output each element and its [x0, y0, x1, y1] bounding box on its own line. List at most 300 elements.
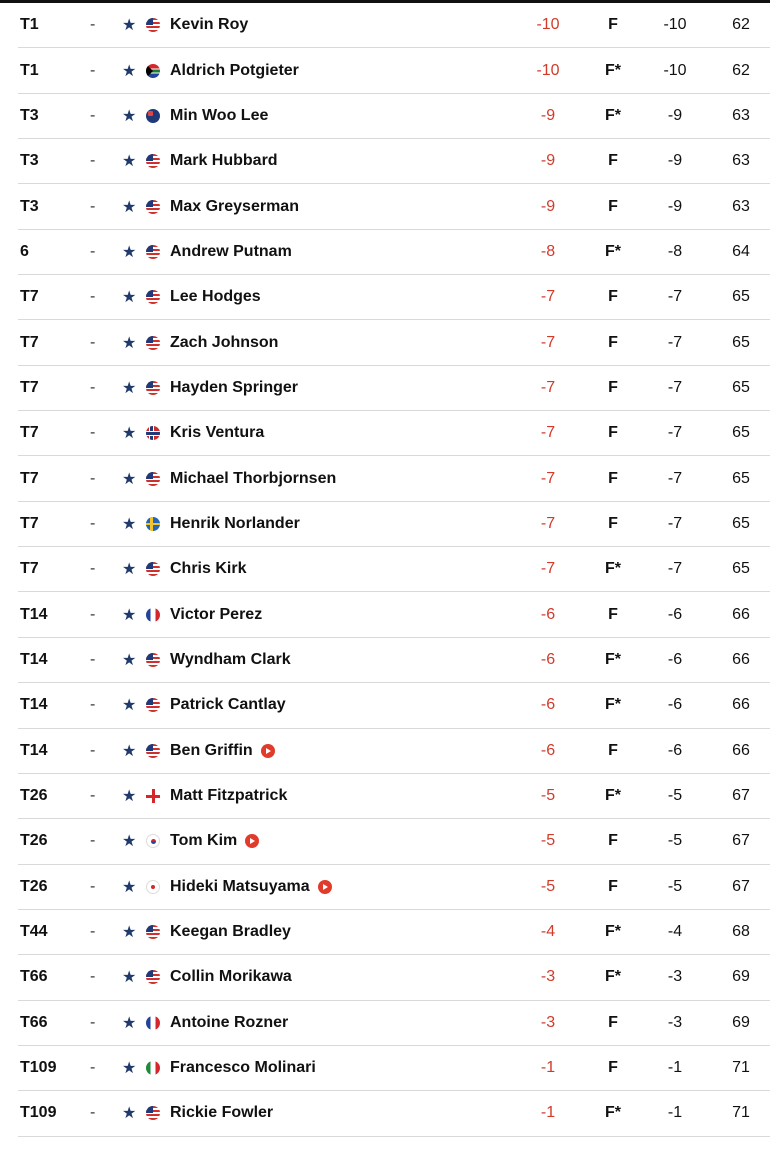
round-strokes: 65 — [732, 378, 750, 396]
position-movement: - — [90, 378, 96, 396]
round-strokes: 66 — [732, 696, 750, 714]
player-name[interactable] — [170, 683, 470, 727]
flag-us-icon — [146, 245, 160, 259]
player-name[interactable] — [170, 456, 470, 500]
player-name-text: Lee Hodges — [170, 288, 261, 306]
position: T7 — [20, 469, 39, 487]
flag-us-icon — [146, 925, 160, 939]
position: T26 — [20, 832, 48, 850]
position: T14 — [20, 741, 48, 759]
star-icon[interactable]: ★ — [122, 924, 137, 942]
position: T14 — [20, 650, 48, 668]
leaderboard-row[interactable] — [18, 729, 770, 774]
position: T109 — [20, 1059, 57, 1077]
star-icon[interactable]: ★ — [122, 379, 137, 397]
player-name[interactable] — [170, 502, 470, 546]
today-score: -7 — [667, 560, 683, 578]
flag-en-icon — [146, 789, 160, 803]
leaderboard-row[interactable] — [18, 955, 770, 1000]
star-icon[interactable]: ★ — [122, 833, 137, 851]
score-to-par: -5 — [540, 832, 556, 850]
position-movement: - — [90, 469, 96, 487]
thru: F — [608, 514, 618, 532]
star-icon[interactable]: ★ — [122, 1105, 137, 1123]
flag-us-icon — [146, 336, 160, 350]
score-to-par: -3 — [540, 1013, 556, 1031]
player-name-text: Kevin Roy — [170, 16, 249, 34]
position-movement: - — [90, 152, 96, 170]
thru: F — [608, 424, 618, 442]
position: T44 — [20, 923, 48, 941]
round-strokes: 66 — [732, 741, 750, 759]
position-movement: - — [90, 16, 96, 34]
flag-us-icon — [146, 970, 160, 984]
star-icon[interactable]: ★ — [122, 561, 137, 579]
flag-icon — [146, 502, 162, 546]
position: T66 — [20, 968, 48, 986]
player-name[interactable] — [170, 184, 470, 228]
leaderboard-row[interactable] — [18, 638, 770, 683]
round-strokes: 64 — [732, 242, 750, 260]
thru: F — [608, 832, 618, 850]
player-name[interactable] — [170, 819, 470, 863]
player-name-text: Rickie Fowler — [170, 1104, 274, 1122]
position: T109 — [20, 1104, 57, 1122]
player-name[interactable] — [170, 1001, 470, 1045]
position: T26 — [20, 787, 48, 805]
flag-icon — [146, 230, 162, 274]
player-name-text: Mark Hubbard — [170, 152, 278, 170]
leaderboard — [0, 3, 770, 1137]
flag-icon — [146, 94, 162, 138]
star-icon[interactable]: ★ — [122, 107, 137, 125]
round-strokes: 67 — [732, 787, 750, 805]
flag-icon — [146, 1091, 162, 1135]
position-movement: - — [90, 61, 96, 79]
round-strokes: 62 — [732, 61, 750, 79]
player-name-text: Francesco Molinari — [170, 1059, 316, 1077]
player-name-text: Antoine Rozner — [170, 1013, 289, 1031]
today-score: -9 — [667, 197, 683, 215]
thru: F — [608, 605, 618, 623]
position-movement: - — [90, 514, 96, 532]
player-name[interactable] — [170, 320, 470, 364]
position-movement: - — [90, 1059, 96, 1077]
play-video-icon[interactable] — [318, 880, 332, 894]
star-icon[interactable]: ★ — [122, 334, 137, 352]
today-score: -10 — [663, 16, 687, 34]
star-icon[interactable]: ★ — [122, 1014, 137, 1032]
star-icon[interactable]: ★ — [122, 742, 137, 760]
score-to-par: -10 — [536, 16, 560, 34]
position-movement: - — [90, 560, 96, 578]
flag-icon — [146, 139, 162, 183]
thru: F* — [605, 560, 621, 578]
round-strokes: 63 — [732, 152, 750, 170]
score-to-par: -1 — [540, 1104, 556, 1122]
leaderboard-row[interactable] — [18, 48, 770, 93]
thru: F — [608, 152, 618, 170]
star-icon[interactable]: ★ — [122, 198, 137, 216]
star-icon[interactable]: ★ — [122, 788, 137, 806]
score-to-par: -4 — [540, 923, 556, 941]
round-strokes: 71 — [732, 1059, 750, 1077]
score-to-par: -6 — [540, 741, 556, 759]
thru: F* — [605, 696, 621, 714]
star-icon[interactable]: ★ — [122, 878, 137, 896]
player-name-text: Min Woo Lee — [170, 106, 269, 124]
flag-us-icon — [146, 381, 160, 395]
flag-icon — [146, 1001, 162, 1045]
score-to-par: -7 — [540, 469, 556, 487]
round-strokes: 68 — [732, 923, 750, 941]
score-to-par: -9 — [540, 152, 556, 170]
round-strokes: 67 — [732, 832, 750, 850]
score-to-par: -10 — [536, 61, 560, 79]
flag-jp-icon — [146, 880, 160, 894]
today-score: -7 — [667, 333, 683, 351]
star-icon[interactable]: ★ — [122, 1060, 137, 1078]
player-name-text: Tom Kim — [170, 832, 238, 850]
today-score: -6 — [667, 605, 683, 623]
leaderboard-row[interactable] — [18, 502, 770, 547]
score-to-par: -9 — [540, 106, 556, 124]
player-name-text: Zach Johnson — [170, 333, 279, 351]
thru: F* — [605, 242, 621, 260]
today-score: -7 — [667, 514, 683, 532]
today-score: -6 — [667, 696, 683, 714]
flag-us-icon — [146, 154, 160, 168]
position-movement: - — [90, 741, 96, 759]
player-name-text: Keegan Bradley — [170, 923, 291, 941]
thru: F* — [605, 650, 621, 668]
thru: F* — [605, 923, 621, 941]
player-name-text: Henrik Norlander — [170, 514, 300, 532]
leaderboard-row[interactable] — [18, 592, 770, 637]
player-name[interactable] — [170, 48, 470, 92]
position-movement: - — [90, 877, 96, 895]
thru: F — [608, 469, 618, 487]
flag-us-icon — [146, 653, 160, 667]
position: T7 — [20, 288, 39, 306]
score-to-par: -5 — [540, 877, 556, 895]
today-score: -1 — [667, 1104, 683, 1122]
flag-icon — [146, 275, 162, 319]
leaderboard-row[interactable] — [18, 275, 770, 320]
thru: F — [608, 288, 618, 306]
thru: F — [608, 741, 618, 759]
player-name[interactable] — [170, 1046, 470, 1090]
star-icon[interactable]: ★ — [122, 515, 137, 533]
flag-us-icon — [146, 472, 160, 486]
player-name-text: Hayden Springer — [170, 378, 299, 396]
flag-no-icon — [146, 426, 160, 440]
leaderboard-row[interactable] — [18, 910, 770, 955]
flag-us-icon — [146, 200, 160, 214]
score-to-par: -6 — [540, 650, 556, 668]
flag-kr-icon — [146, 834, 160, 848]
position-movement: - — [90, 650, 96, 668]
today-score: -7 — [667, 288, 683, 306]
player-name[interactable] — [170, 774, 470, 818]
flag-icon — [146, 411, 162, 455]
star-icon[interactable]: ★ — [122, 651, 137, 669]
position: T1 — [20, 16, 39, 34]
flag-icon — [146, 955, 162, 999]
star-icon[interactable]: ★ — [122, 969, 137, 987]
flag-icon — [146, 320, 162, 364]
flag-fr-icon — [146, 608, 160, 622]
today-score: -3 — [667, 1013, 683, 1031]
player-name[interactable] — [170, 638, 470, 682]
round-strokes: 65 — [732, 514, 750, 532]
round-strokes: 65 — [732, 424, 750, 442]
score-to-par: -8 — [540, 242, 556, 260]
score-to-par: -7 — [540, 333, 556, 351]
leaderboard-row[interactable] — [18, 774, 770, 819]
thru: F — [608, 197, 618, 215]
thru: F — [608, 16, 618, 34]
star-icon[interactable]: ★ — [122, 697, 137, 715]
player-name[interactable] — [170, 366, 470, 410]
today-score: -9 — [667, 106, 683, 124]
today-score: -8 — [667, 242, 683, 260]
flag-us-icon — [146, 562, 160, 576]
leaderboard-row[interactable] — [18, 230, 770, 275]
flag-za-icon — [146, 64, 160, 78]
star-icon[interactable]: ★ — [122, 17, 137, 35]
position: T7 — [20, 424, 39, 442]
round-strokes: 69 — [732, 968, 750, 986]
today-score: -5 — [667, 877, 683, 895]
player-name-text: Ben Griffin — [170, 741, 253, 759]
player-name[interactable] — [170, 411, 470, 455]
player-name-text: Aldrich Potgieter — [170, 61, 299, 79]
play-video-icon[interactable] — [261, 744, 275, 758]
today-score: -7 — [667, 424, 683, 442]
position-movement: - — [90, 197, 96, 215]
flag-icon — [146, 638, 162, 682]
thru: F* — [605, 106, 621, 124]
flag-us-icon — [146, 1106, 160, 1120]
star-icon[interactable]: ★ — [122, 289, 137, 307]
round-strokes: 71 — [732, 1104, 750, 1122]
player-name[interactable] — [170, 910, 470, 954]
player-name[interactable] — [170, 3, 470, 47]
today-score: -6 — [667, 741, 683, 759]
today-score: -5 — [667, 832, 683, 850]
player-name[interactable] — [170, 592, 470, 636]
player-name[interactable] — [170, 94, 470, 138]
round-strokes: 65 — [732, 469, 750, 487]
thru: F — [608, 1059, 618, 1077]
position: T3 — [20, 152, 39, 170]
position-movement: - — [90, 106, 96, 124]
flag-us-icon — [146, 18, 160, 32]
thru: F* — [605, 1104, 621, 1122]
player-name[interactable] — [170, 230, 470, 274]
score-to-par: -7 — [540, 514, 556, 532]
player-name-text: Matt Fitzpatrick — [170, 787, 288, 805]
flag-icon — [146, 683, 162, 727]
position-movement: - — [90, 242, 96, 260]
star-icon[interactable]: ★ — [122, 470, 137, 488]
thru: F* — [605, 787, 621, 805]
position: T14 — [20, 605, 48, 623]
position: T7 — [20, 560, 39, 578]
flag-se-icon — [146, 517, 160, 531]
round-strokes: 62 — [732, 16, 750, 34]
position: T7 — [20, 378, 39, 396]
player-name-text: Kris Ventura — [170, 424, 265, 442]
thru: F — [608, 333, 618, 351]
player-name[interactable] — [170, 865, 470, 909]
score-to-par: -1 — [540, 1059, 556, 1077]
player-name-text: Max Greyserman — [170, 197, 299, 215]
leaderboard-row[interactable] — [18, 320, 770, 365]
position: T1 — [20, 61, 39, 79]
leaderboard-row[interactable] — [18, 1046, 770, 1091]
leaderboard-row[interactable] — [18, 865, 770, 910]
position-movement: - — [90, 424, 96, 442]
position-movement: - — [90, 923, 96, 941]
play-video-icon[interactable] — [245, 834, 259, 848]
star-icon[interactable]: ★ — [122, 153, 137, 171]
player-name[interactable] — [170, 1091, 470, 1135]
player-name[interactable] — [170, 729, 470, 773]
position-movement: - — [90, 1013, 96, 1031]
leaderboard-row[interactable] — [18, 184, 770, 229]
star-icon[interactable]: ★ — [122, 606, 137, 624]
position-movement: - — [90, 696, 96, 714]
position-movement: - — [90, 968, 96, 986]
thru: F — [608, 1013, 618, 1031]
round-strokes: 65 — [732, 288, 750, 306]
leaderboard-row[interactable] — [18, 547, 770, 592]
flag-us-icon — [146, 698, 160, 712]
flag-icon — [146, 366, 162, 410]
today-score: -7 — [667, 469, 683, 487]
today-score: -10 — [663, 61, 687, 79]
today-score: -1 — [667, 1059, 683, 1077]
score-to-par: -3 — [540, 968, 556, 986]
leaderboard-row[interactable] — [18, 411, 770, 456]
leaderboard-row[interactable] — [18, 139, 770, 184]
today-score: -7 — [667, 378, 683, 396]
today-score: -3 — [667, 968, 683, 986]
score-to-par: -7 — [540, 378, 556, 396]
today-score: -4 — [667, 923, 683, 941]
flag-us-icon — [146, 290, 160, 304]
thru: F* — [605, 61, 621, 79]
round-strokes: 66 — [732, 605, 750, 623]
leaderboard-row[interactable] — [18, 819, 770, 864]
position-movement: - — [90, 787, 96, 805]
score-to-par: -7 — [540, 288, 556, 306]
flag-icon — [146, 865, 162, 909]
flag-icon — [146, 547, 162, 591]
player-name-text: Wyndham Clark — [170, 650, 291, 668]
player-name[interactable] — [170, 139, 470, 183]
round-strokes: 66 — [732, 650, 750, 668]
player-name[interactable] — [170, 955, 470, 999]
position-movement: - — [90, 333, 96, 351]
thru: F — [608, 877, 618, 895]
round-strokes: 63 — [732, 106, 750, 124]
score-to-par: -5 — [540, 787, 556, 805]
position: T26 — [20, 877, 48, 895]
score-to-par: -9 — [540, 197, 556, 215]
flag-icon — [146, 184, 162, 228]
player-name-text: Chris Kirk — [170, 560, 247, 578]
player-name-text: Hideki Matsuyama — [170, 877, 310, 895]
round-strokes: 63 — [732, 197, 750, 215]
player-name-text: Andrew Putnam — [170, 242, 292, 260]
today-score: -9 — [667, 152, 683, 170]
star-icon[interactable]: ★ — [122, 425, 137, 443]
player-name-text: Michael Thorbjornsen — [170, 469, 337, 487]
star-icon[interactable]: ★ — [122, 62, 137, 80]
flag-icon — [146, 774, 162, 818]
position-movement: - — [90, 605, 96, 623]
leaderboard-row[interactable] — [18, 366, 770, 411]
round-strokes: 69 — [732, 1013, 750, 1031]
leaderboard-row[interactable] — [18, 1001, 770, 1046]
position: T3 — [20, 197, 39, 215]
player-name[interactable] — [170, 275, 470, 319]
position: T7 — [20, 333, 39, 351]
leaderboard-row[interactable] — [18, 683, 770, 728]
leaderboard-row[interactable] — [18, 94, 770, 139]
position: 6 — [20, 242, 29, 260]
position: T14 — [20, 696, 48, 714]
flag-icon — [146, 1046, 162, 1090]
position-movement: - — [90, 288, 96, 306]
flag-icon — [146, 456, 162, 500]
flag-au-icon — [146, 109, 160, 123]
position-movement: - — [90, 1104, 96, 1122]
round-strokes: 65 — [732, 333, 750, 351]
flag-it-icon — [146, 1061, 160, 1075]
star-icon[interactable]: ★ — [122, 243, 137, 261]
today-score: -6 — [667, 650, 683, 668]
score-to-par: -6 — [540, 605, 556, 623]
score-to-par: -6 — [540, 696, 556, 714]
thru: F — [608, 378, 618, 396]
leaderboard-row[interactable] — [18, 456, 770, 501]
flag-icon — [146, 729, 162, 773]
leaderboard-row[interactable] — [18, 1091, 770, 1136]
player-name[interactable] — [170, 547, 470, 591]
leaderboard-row[interactable] — [18, 3, 770, 48]
flag-icon — [146, 819, 162, 863]
flag-icon — [146, 48, 162, 92]
player-name-text: Patrick Cantlay — [170, 696, 286, 714]
flag-fr-icon — [146, 1016, 160, 1030]
player-name-text: Collin Morikawa — [170, 968, 292, 986]
score-to-par: -7 — [540, 424, 556, 442]
position: T7 — [20, 514, 39, 532]
flag-icon — [146, 592, 162, 636]
player-name-text: Victor Perez — [170, 605, 263, 623]
thru: F* — [605, 968, 621, 986]
score-to-par: -7 — [540, 560, 556, 578]
flag-us-icon — [146, 744, 160, 758]
position: T3 — [20, 106, 39, 124]
round-strokes: 65 — [732, 560, 750, 578]
today-score: -5 — [667, 787, 683, 805]
round-strokes: 67 — [732, 877, 750, 895]
